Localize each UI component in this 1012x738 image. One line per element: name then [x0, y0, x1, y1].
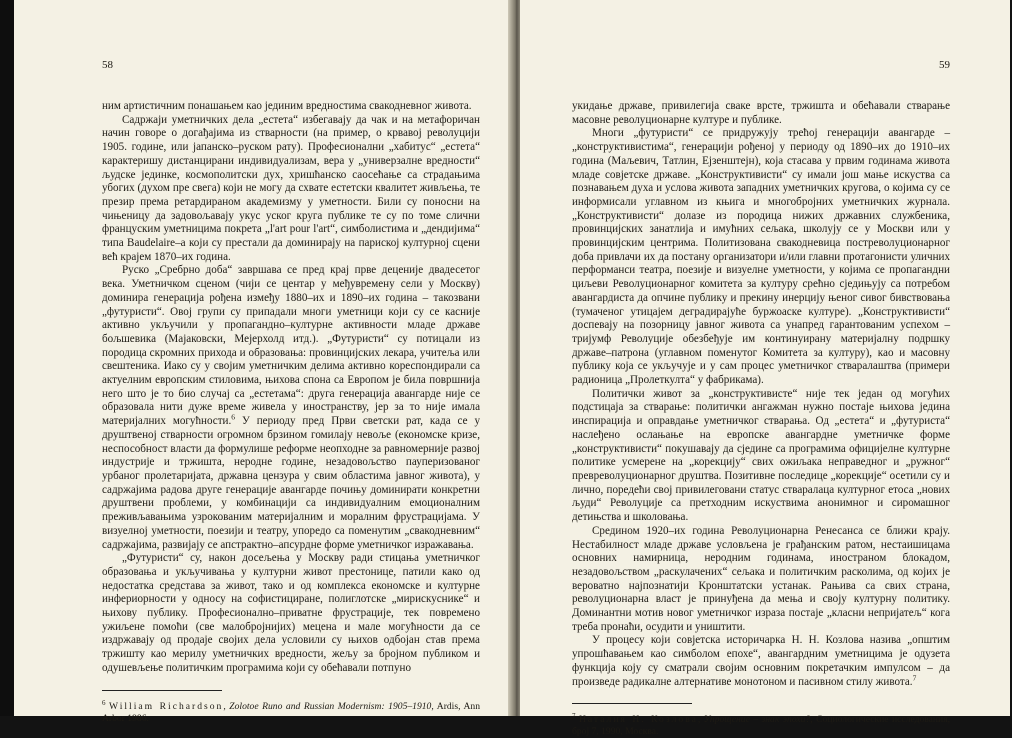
paragraph: Средином 1920–их година Револуционарна Ренесанса се ближи крају. Нестабилност младе државе условљена је грађанским ратом, нестаишицама основних намирница, неродним годинама, иностраном блокадом, незадовољством „раскулачених“ сељака и политичким расколима, од којих је вероватно најпознатији Кронштатски устанак. Рањива са свих страна, револуционарна власт је принуђена да мења и своју културну политику. Доминантни мотив новог уметничког израза постаје „класни непријатељ“ кога треба пронаћи, осудити и уништити. — [572, 524, 950, 633]
footnote-divider — [102, 690, 222, 691]
paragraph: Политички живот за „конструктивисте“ није тек један од могућих подстицаја за стварање: политички ангажман нужно постаје њихова једина инспирација и оправдање уметничког стварања. Од „естета“ и „футуриста“ наслеђено ослањање на европске авангардне уметничке форме „конструктивисти“ покушавају да сједине са програмима официјелне културне политике усмерене на „корекцију“ свих ожиљака неправедног и „ружног“ превреволуционарног друштва. Позитивне последице „корекције“ осетили су и лично, поредећи свој привилеговани статус стваралаца културног етоса „нових људи“ Револуције са претходним искуствима анонимног и сиромашног детињства и школовања. — [572, 387, 950, 524]
footnote: $^6$ William Richardson, Zolotoe Runo and Russian Modernism: 1905–1910, Ardis, Ann Arbor 1986. — [102, 698, 481, 724]
paragraph: Многи „футуристи“ се придружују трећој генерацији авангарде – „конструктивистима“, генерацији рођеној у периоду од 1890–их до 1910–их година (Маљевич, Татлин, Ејзенштејн), која стасава у првим годинама живота младе совјетске државе. „Конструктивисти“ су имали још мање искуства са познавањем духа и услова живота западних уметничких кругова, о којима су се информисали углавном из књига и многобројних уметничких журнала. „Конструктивисти“ долазе из породица нижих државних службеника, провинцијских занатлија и имућних сељака, школују се у Москви или у провинцијским центрима. Политизована свакодневица постреволуционарног доба привлачи их да постану организатори и/или главни протагонисти уличних перформанси театра, поезије и визуелне уметности, у којима се пропагандни циљеви Револуционарног комитета за културу срећно сједињују са потребом авангардиста да опчине публику и прекину инерцију њеног сивог бивствовања (тумаченог утицајем деградирајуће буржоаске културе). „Конструктивисти“ доспевају на позорницу јавног живота са унапред гарантованим успехом – тријумф Револуције обезбеђује им континуирану материјалну подршку државе–патрона (углавном поменутог Комитета за културу), као и масовну публику која се укључује и у сам процес уметничког стваралаштва (примери радионица „Пролеткулта“ у фабрикама). — [572, 127, 950, 387]
footnote-divider — [572, 703, 692, 704]
paragraph: У процесу који совјетска историчарка Н. Н. Козлова назива „општим упрошћавањем као симболом епохе“, авангардним уметницима је одузета функција коју су сматрали својим основним покретачким импулсом – да произведе радикалне алтернативе монотоном и пасивном стилу живота.$^7$ — [572, 634, 950, 688]
footnote-author: Наталия Н. Козлова — [578, 714, 698, 726]
right-page — [520, 0, 1010, 738]
paragraph: Садржаји уметничких дела „естета“ избегавају да чак и на метафоричан начин говоре о догађајима из стварности (на пример, о крвавој револуцији 1905. године, или јапанско–руском рату). Професионални „хабитус“ „естета“ карактеришу дистанцирани индивидуализам, вера у „универзалне вредности“ људске јединке, космополитски дух, хришћанско саосећање са страдањима убогих (духом пре свега) који не могу да схвате естетски квалитет живљења, те презир према ретардираном академизму у уметности. Били су поносни на чињеницу да задовољавају укус уског круга публике те су по томе слични француским уметницима покрета „l'art pour l'art“, симболистима и „дендијима“ типа Baudelaire–а који су престали да доминирају на париској културној сцени већ крајем 1870–их година. — [102, 113, 480, 263]
paragraph: „Футуристи“ су, након досељења у Москву ради стицања уметничког образовања и укључивања у културни живот престонице, патили како од недостатка средстава за живот, тако и од комплекса економске и културне инфериорности у односу на софистициране, полиглотске „мирискуснике“ и њихову публику. Професионално–приватне фрустрације, тек повремено ужиљене помоћи (све малобројнијих) мецена и мале могућности да се издржавају од продаје својих дела условили су њихов одбојан став према тржишту као мерилу уметничких вредности, жељу за бројном публиком и одушевљење политичким програмима који су обећавали потпуно — [102, 552, 480, 674]
page-number: 59 — [939, 59, 950, 71]
background-edge — [0, 0, 14, 716]
footnote: $^7$ Наталия Н. Козлова, Упрощение – знак эпохи?, Социологические исследования, број 7, 1990, Москва. — [572, 712, 951, 738]
paragraph: ним артистичним понашањем као јединим вредностима свакодневног живота. — [102, 100, 472, 112]
footnote-title: Упрощение – знак эпохи? — [703, 714, 811, 726]
footnote-ref: 6 — [231, 412, 236, 422]
page-number: 58 — [102, 59, 113, 71]
body-text — [572, 100, 950, 689]
paragraph: укидање државе, привилегија сваке врсте, тржишта и обећавали стварање масовне револуционарне културе и публике. — [572, 100, 950, 126]
paragraph: Руско „Сребрно доба“ завршава се пред крај прве деценије двадесетог века. Уметничком сценом (чији се центар у међувремену сели у Москву) доминира генерација рођена између 1880–их и 1890–их година – такозвани „футуристи“. Овој групи су припадали многи уметници који су се касније активно укључили у пропагандно–културне активности младе државе бољшевика (Мајаковски, Мејерхолд итд.). „Футуристи“ су потицали из породица скромних прихода и образовања: провинцијских лекара, учитеља или свештеника. Иако су у својим уметничким делима активно кореспондирали са актуелним европским стиловима, њихова спона са Европом је била површнија него што је то био случај са „естетама“: друга генерација авангарде није се образовала нити дуже време живела у иностранству, јер за то није имала материјалних могућности.$^6$ У периоду пред Први светски рат, када се у друштвеној стварности огромном брзином гомилају невоље (економске кризе, неспособност власти да формулише реформе неопходне за равномерније развој индустрије и тржишта, неродне године, незадовољство пауперизованог урбаног пролетаријата, државна цензура у свим областима јавног живота), у садржајима радова друге генерације авангарде почињу доминирати конкретни друштвени проблеми, у комбинацији са индивидуалним емоционалним преживљавањима узрокованим материјалним и моралним фрустрацијама. У визуелној уметности, поезији и театру, упоредо са поменутим „свакодневним“ садржајима, развијају се апстрактно–апсурдне форме уметничког изражавања. — [102, 264, 481, 551]
body-text — [102, 100, 480, 676]
footnote-title: Zolotoe Runo and Russian Modernism: 1905–1910 — [229, 700, 432, 712]
footnote-author: William Richardson — [109, 700, 224, 712]
left-page — [14, 0, 512, 724]
footnote-ref: 7 — [912, 672, 917, 682]
